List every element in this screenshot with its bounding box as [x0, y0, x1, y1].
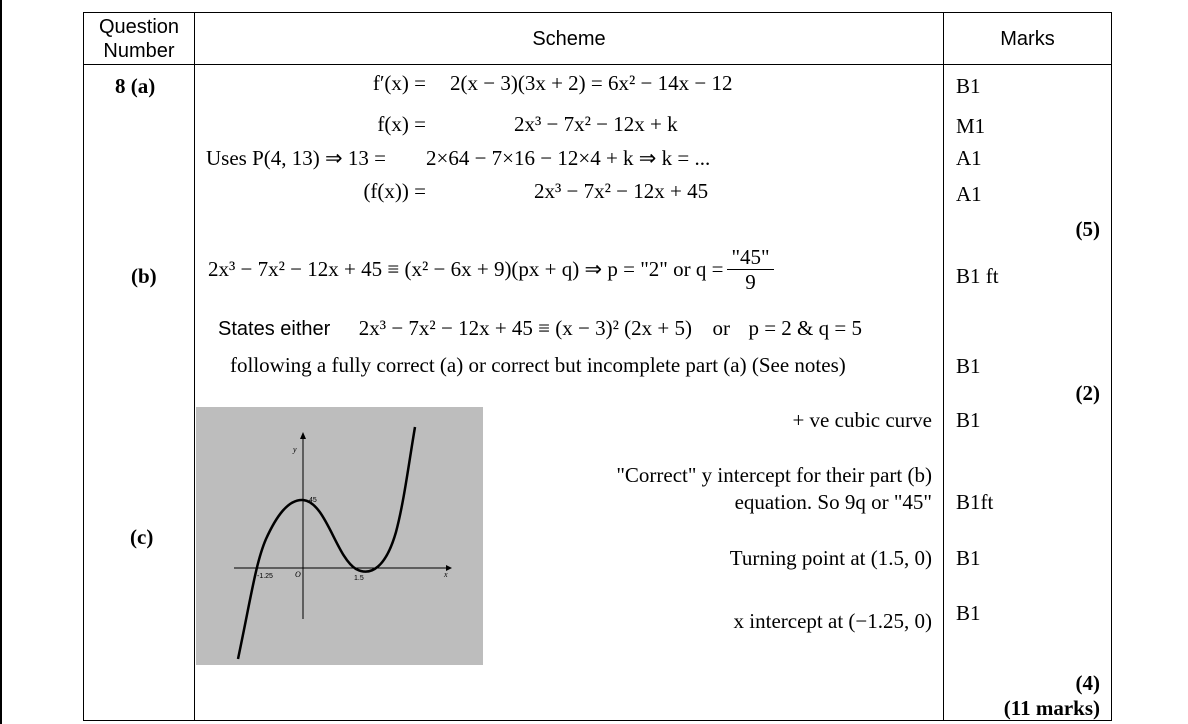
part-a-mark-4: A1 — [956, 182, 982, 206]
table-border-bottom — [83, 720, 1112, 721]
part-c-criterion-2-line-1: "Correct" y intercept for their part (b) — [616, 463, 932, 487]
part-a-total: (5) — [1075, 217, 1100, 241]
part-b-line-1 — [208, 245, 774, 294]
part-b-line-3: following a fully correct (a) or correct but incomplete part (a) (See notes) — [230, 353, 846, 377]
part-c-label: (c) — [130, 525, 154, 549]
part-c-mark-2: B1ft — [956, 490, 994, 514]
q-fraction-denominator: 9 — [745, 270, 756, 295]
header-scheme: Scheme — [532, 28, 606, 50]
q-fraction — [727, 245, 773, 294]
column-divider-2 — [943, 12, 944, 721]
part-b-identity: 2x³ − 7x² − 12x + 45 ≡ (x² − 6x + 9)(px + q) ⇒ p = "2" or q = — [208, 257, 724, 282]
root-left-label: -1.25 — [257, 573, 273, 580]
root-right-label: 1.5 — [354, 575, 364, 582]
header-marks: Marks — [1000, 28, 1055, 50]
part-a-mark-2: M1 — [956, 114, 986, 138]
part-b-or: or — [712, 316, 730, 340]
part-a-label: 8 (a) — [115, 74, 156, 98]
part-b-mark-2: B1 — [956, 354, 981, 378]
part-a-line-1-rhs: 2(x − 3)(3x + 2) = 6x² − 14x − 12 — [450, 71, 733, 95]
part-b-line-2 — [218, 318, 862, 339]
table-border-left — [83, 12, 84, 721]
y-axis-label: y — [293, 445, 297, 454]
part-a-line-2-lhs: f(x) = — [377, 112, 426, 136]
header-question-number: Question Number — [98, 16, 180, 62]
part-a-line-3-lhs: Uses P(4, 13) ⇒ 13 = — [206, 146, 386, 170]
part-c-criterion-3: Turning point at (1.5, 0) — [729, 546, 932, 570]
origin-label: O — [295, 570, 301, 579]
header-divider — [83, 64, 1112, 65]
part-c-criterion-4: x intercept at (−1.25, 0) — [733, 609, 932, 633]
part-a-line-3-rhs: 2×64 − 7×16 − 12×4 + k ⇒ k = ... — [426, 146, 711, 170]
part-c-mark-4: B1 — [956, 601, 981, 625]
part-b-states-either: States either — [218, 318, 331, 340]
part-b-mark-1: B1 ft — [956, 264, 999, 288]
part-c-criterion-1: + ve cubic curve — [792, 408, 932, 432]
y-axis-arrow — [300, 432, 306, 439]
q-fraction-numerator: "45" — [727, 245, 773, 270]
part-b-factorised: 2x³ − 7x² − 12x + 45 ≡ (x − 3)² (2x + 5) — [358, 316, 692, 340]
y-intercept-label: 45 — [309, 497, 317, 504]
part-a-line-4-lhs: (f(x)) = — [363, 179, 426, 203]
part-b-pq-values: p = 2 & q = 5 — [748, 316, 862, 340]
table-border-top — [83, 12, 1112, 13]
part-a-line-2-rhs: 2x³ − 7x² − 12x + k — [514, 112, 678, 136]
table-border-right — [1111, 12, 1112, 721]
column-divider-1 — [194, 12, 195, 721]
part-a-mark-1: B1 — [956, 74, 981, 98]
part-a-line-1-lhs: f′(x) = — [372, 71, 426, 95]
part-b-total: (2) — [1075, 381, 1100, 405]
cubic-graph-svg — [196, 407, 483, 665]
part-c-total: (4) — [1075, 671, 1100, 695]
grand-total: (11 marks) — [1003, 696, 1100, 720]
cubic-graph — [196, 407, 483, 665]
x-axis-label: x — [444, 570, 448, 579]
part-a-line-4-rhs: 2x³ − 7x² − 12x + 45 — [534, 179, 709, 203]
part-c-mark-3: B1 — [956, 546, 981, 570]
part-c-criterion-2-line-2: equation. So 9q or "45" — [734, 490, 932, 514]
left-page-edge — [0, 0, 2, 724]
cubic-curve — [238, 427, 415, 659]
part-b-label: (b) — [131, 264, 157, 288]
part-a-mark-3: A1 — [956, 146, 982, 170]
part-c-mark-1: B1 — [956, 408, 981, 432]
